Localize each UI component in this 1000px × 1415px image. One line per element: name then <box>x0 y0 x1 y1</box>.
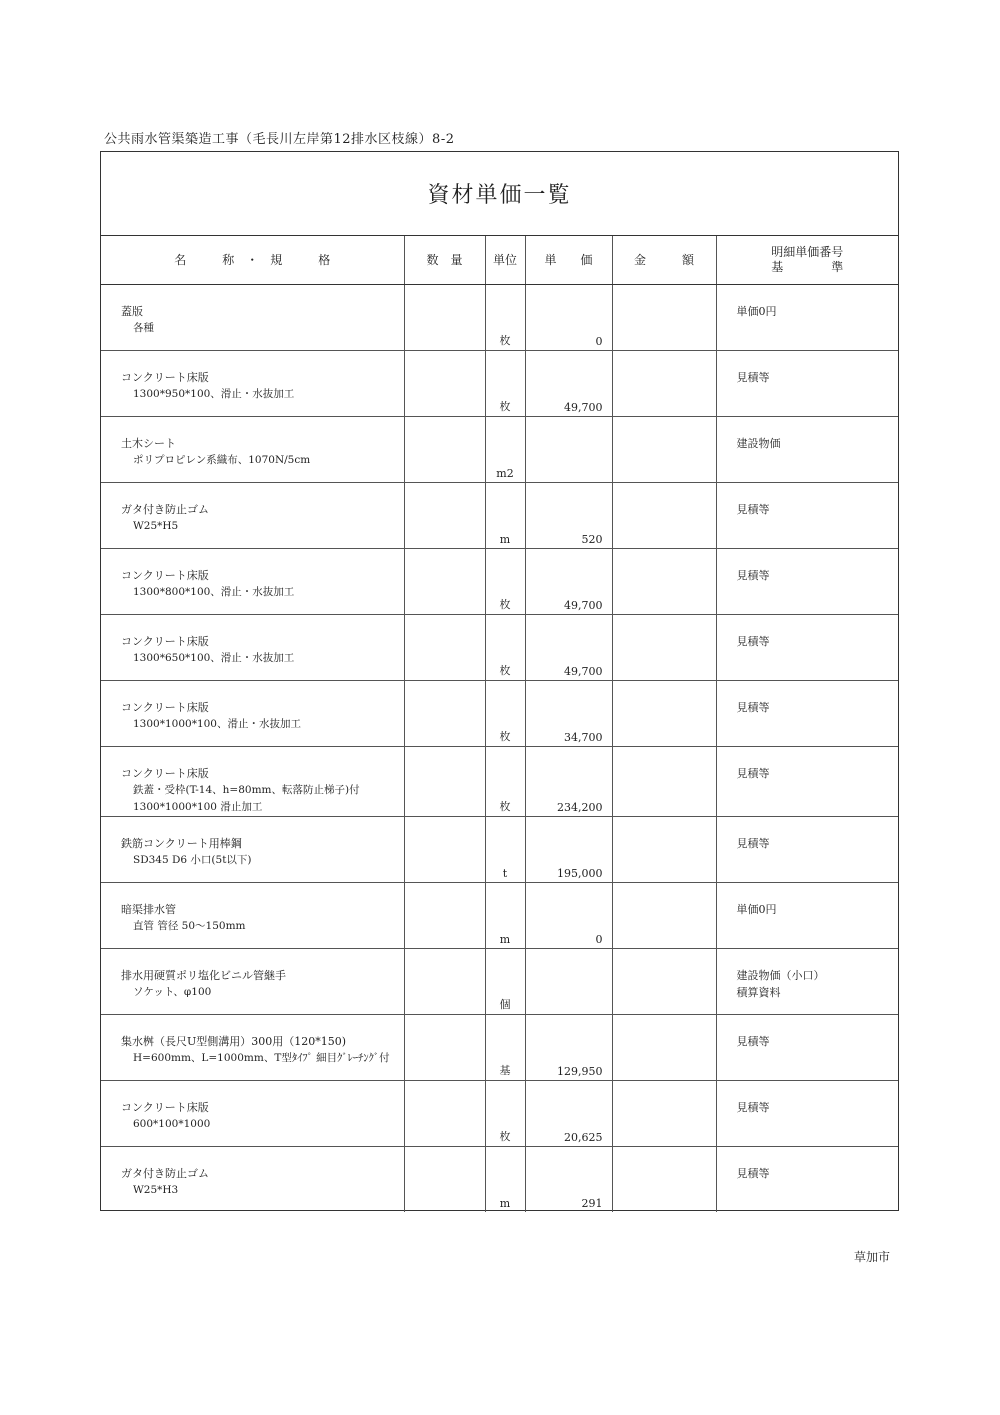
item-name: コンクリート床版 <box>121 370 209 384</box>
item-name: コンクリート床版 <box>121 1100 209 1114</box>
item-reference-cell <box>716 1146 898 1212</box>
item-spec: 直管 管径 50～150mm <box>133 919 246 932</box>
item-reference: 見積等 <box>736 634 770 648</box>
item-reference-cell <box>716 416 898 482</box>
item-reference-cell <box>716 482 898 548</box>
table-row <box>101 816 898 882</box>
item-amount-cell <box>612 482 716 548</box>
table-row <box>101 746 898 816</box>
item-name: 蓋版 <box>121 304 143 318</box>
table-header-row <box>101 236 898 284</box>
item-name-cell <box>101 1080 404 1146</box>
item-name: ガタ付き防止ゴム <box>121 502 209 516</box>
item-reference-cell <box>716 548 898 614</box>
item-reference-cell <box>716 680 898 746</box>
item-name: コンクリート床版 <box>121 634 209 648</box>
item-quantity-cell <box>404 1014 485 1080</box>
item-amount-cell <box>612 350 716 416</box>
table-row <box>101 284 898 350</box>
item-amount-cell <box>612 746 716 816</box>
item-unit: m <box>485 882 525 948</box>
item-spec: SD345 D6 小口(5t以下) <box>133 853 252 866</box>
table-row <box>101 548 898 614</box>
item-quantity-cell <box>404 350 485 416</box>
item-amount-cell <box>612 1014 716 1080</box>
item-unit-price: 49,700 <box>525 548 612 614</box>
item-reference: 単価0円 <box>736 902 777 916</box>
item-unit: 枚 <box>485 680 525 746</box>
item-name-cell <box>101 284 404 350</box>
item-unit: m <box>485 1146 525 1212</box>
col-header-name: 名 称 ・ 規 格 <box>101 236 404 284</box>
item-amount-cell <box>612 680 716 746</box>
item-name-cell <box>101 1014 404 1080</box>
item-unit-price: 0 <box>525 882 612 948</box>
item-unit: t <box>485 816 525 882</box>
table-row <box>101 1080 898 1146</box>
col-header-unit: 単位 <box>485 236 525 284</box>
table-row <box>101 882 898 948</box>
item-spec: 1300*650*100、滑止・水抜加工 <box>133 651 295 664</box>
table-row <box>101 350 898 416</box>
col-header-ref-line1: 明細単価番号 <box>771 244 844 259</box>
item-name-cell <box>101 614 404 680</box>
item-quantity-cell <box>404 284 485 350</box>
item-reference: 建設物価 <box>736 436 781 450</box>
item-spec: ソケット、φ100 <box>133 985 212 998</box>
item-reference: 見積等 <box>736 766 770 780</box>
item-amount-cell <box>612 284 716 350</box>
item-amount-cell <box>612 416 716 482</box>
table-row <box>101 416 898 482</box>
item-quantity-cell <box>404 482 485 548</box>
col-header-reference <box>716 236 898 284</box>
item-unit-price: 20,625 <box>525 1080 612 1146</box>
item-name-cell <box>101 482 404 548</box>
item-quantity-cell <box>404 548 485 614</box>
item-name-cell <box>101 416 404 482</box>
item-reference: 見積等 <box>736 1034 770 1048</box>
item-unit-price: 34,700 <box>525 680 612 746</box>
item-reference: 見積等 <box>736 370 770 384</box>
item-reference: 見積等 <box>736 836 770 850</box>
item-spec: 1300*950*100、滑止・水抜加工 <box>133 387 295 400</box>
item-quantity-cell <box>404 948 485 1014</box>
item-name-cell <box>101 350 404 416</box>
item-unit: 枚 <box>485 746 525 816</box>
item-name: ガタ付き防止ゴム <box>121 1166 209 1180</box>
document-title: 資材単価一覧 <box>427 183 572 208</box>
item-spec: W25*H5 <box>133 519 179 532</box>
item-unit-price: 0 <box>525 284 612 350</box>
item-quantity-cell <box>404 680 485 746</box>
item-amount-cell <box>612 816 716 882</box>
item-name: 鉄筋コンクリート用棒鋼 <box>121 836 242 850</box>
item-quantity-cell <box>404 882 485 948</box>
item-reference: 単価0円 <box>736 304 777 318</box>
item-reference: 見積等 <box>736 568 770 582</box>
item-spec: ポリプロピレン系織布、1070N/5cm <box>133 453 311 466</box>
table-row <box>101 1014 898 1080</box>
item-spec: H=600mm、L=1000mm、T型ﾀｲﾌﾟ 細目ｸﾞﾚｰﾁﾝｸﾞ付 <box>133 1051 390 1064</box>
item-spec: 1300*800*100、滑止・水抜加工 <box>133 585 295 598</box>
table-row <box>101 482 898 548</box>
item-reference: 見積等 <box>736 502 770 516</box>
item-amount-cell <box>612 1146 716 1212</box>
item-name-cell <box>101 816 404 882</box>
table-row <box>101 948 898 1014</box>
item-name: 暗渠排水管 <box>121 902 176 916</box>
item-unit-price <box>525 948 612 1014</box>
item-unit: m <box>485 482 525 548</box>
item-spec: 各種 <box>133 321 154 334</box>
item-unit: 枚 <box>485 1080 525 1146</box>
item-reference: 見積等 <box>736 1100 770 1114</box>
city-name: 草加市 <box>854 1250 891 1264</box>
document-frame <box>100 151 899 1211</box>
item-unit-price: 129,950 <box>525 1014 612 1080</box>
item-unit: m2 <box>485 416 525 482</box>
item-spec: 鉄蓋・受枠(T-14、h=80mm、転落防止梯子)付 <box>133 783 360 796</box>
item-unit-price: 234,200 <box>525 746 612 816</box>
item-reference-cell <box>716 882 898 948</box>
item-reference-cell <box>716 746 898 816</box>
item-name-cell <box>101 746 404 816</box>
item-unit-price: 49,700 <box>525 350 612 416</box>
col-header-ref-line2: 基 準 <box>771 259 844 274</box>
item-reference-cell <box>716 1014 898 1080</box>
item-amount-cell <box>612 1080 716 1146</box>
item-reference-cell <box>716 350 898 416</box>
table-row <box>101 680 898 746</box>
item-unit-price: 291 <box>525 1146 612 1212</box>
item-name-cell <box>101 680 404 746</box>
item-name: 土木シート <box>121 436 176 450</box>
title-box <box>101 152 898 236</box>
item-quantity-cell <box>404 816 485 882</box>
item-quantity-cell <box>404 416 485 482</box>
item-reference: 見積等 <box>736 700 770 714</box>
item-spec: W25*H3 <box>133 1183 179 1196</box>
table-row <box>101 614 898 680</box>
item-unit: 個 <box>485 948 525 1014</box>
item-unit: 枚 <box>485 548 525 614</box>
item-unit: 枚 <box>485 614 525 680</box>
item-unit: 枚 <box>485 284 525 350</box>
item-amount-cell <box>612 548 716 614</box>
col-header-amount: 金 額 <box>612 236 716 284</box>
item-unit-price <box>525 416 612 482</box>
item-unit: 基 <box>485 1014 525 1080</box>
item-unit-price: 520 <box>525 482 612 548</box>
project-title: 公共雨水管渠築造工事（毛長川左岸第12排水区枝線）8-2 <box>104 132 455 147</box>
item-name: コンクリート床版 <box>121 700 209 714</box>
item-name-cell <box>101 948 404 1014</box>
item-name: コンクリート床版 <box>121 568 209 582</box>
item-name: 集水桝（長尺U型側溝用）300用（120*150) <box>121 1034 347 1048</box>
item-unit-price: 195,000 <box>525 816 612 882</box>
item-quantity-cell <box>404 1146 485 1212</box>
col-header-unit-price: 単 価 <box>525 236 612 284</box>
item-name: 排水用硬質ポリ塩化ビニル管継手 <box>121 968 286 982</box>
item-reference: 積算資料 <box>736 985 781 999</box>
col-header-quantity: 数 量 <box>404 236 485 284</box>
item-reference-cell <box>716 284 898 350</box>
materials-table <box>101 236 898 1212</box>
item-amount-cell <box>612 614 716 680</box>
item-amount-cell <box>612 948 716 1014</box>
item-unit: 枚 <box>485 350 525 416</box>
item-spec: 1300*1000*100 滑止加工 <box>133 800 263 813</box>
table-row <box>101 1146 898 1212</box>
item-name: コンクリート床版 <box>121 766 209 780</box>
item-name-cell <box>101 882 404 948</box>
item-unit-price: 49,700 <box>525 614 612 680</box>
item-name-cell <box>101 548 404 614</box>
item-spec: 600*100*1000 <box>133 1117 211 1130</box>
item-reference-cell <box>716 614 898 680</box>
item-name-cell <box>101 1146 404 1212</box>
item-quantity-cell <box>404 614 485 680</box>
item-reference-cell <box>716 1080 898 1146</box>
item-reference-cell <box>716 816 898 882</box>
item-spec: 1300*1000*100、滑止・水抜加工 <box>133 717 301 730</box>
item-reference: 建設物価（小口） <box>736 968 825 982</box>
item-reference: 見積等 <box>736 1166 770 1180</box>
item-amount-cell <box>612 882 716 948</box>
item-quantity-cell <box>404 746 485 816</box>
item-reference-cell <box>716 948 898 1014</box>
item-quantity-cell <box>404 1080 485 1146</box>
